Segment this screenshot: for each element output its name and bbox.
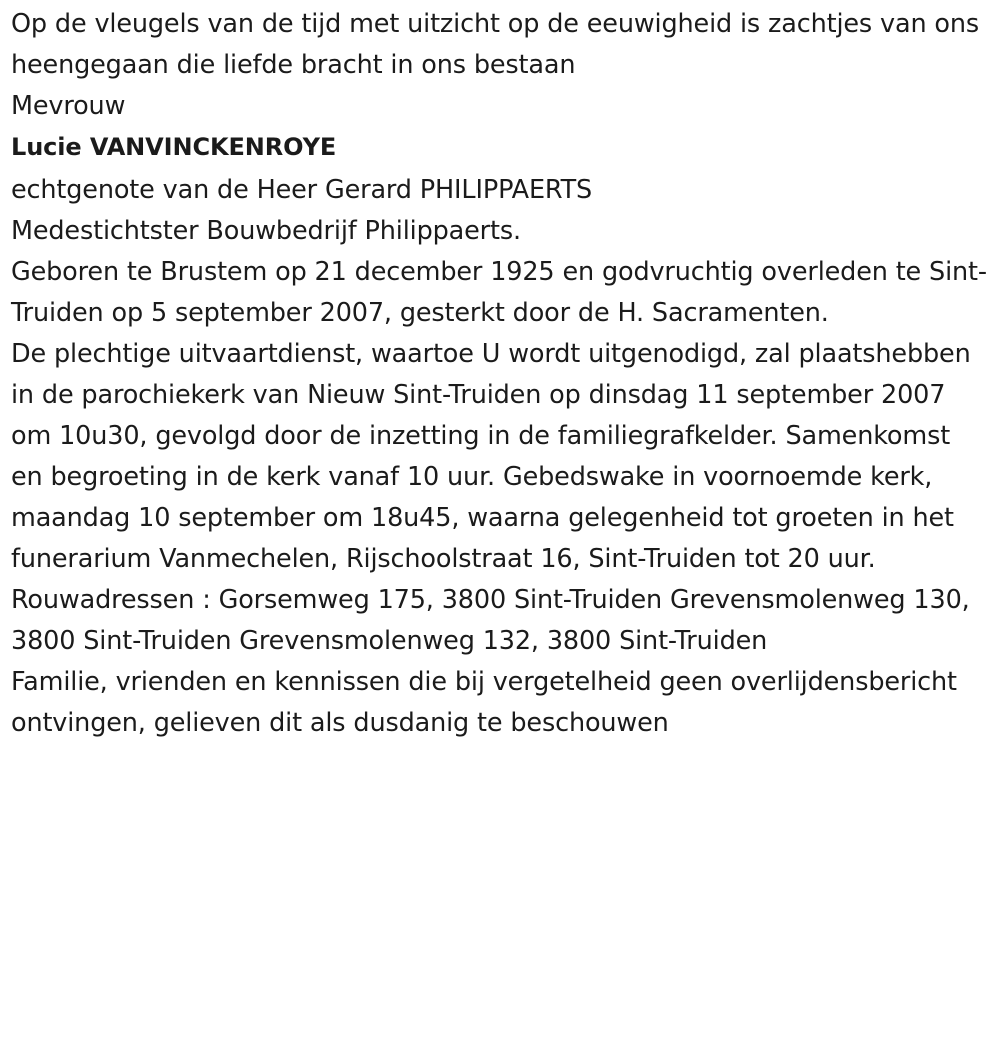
mourning-addresses: Rouwadressen : Gorsemweg 175, 3800 Sint-Truiden Grevensmolenweg 130, 3800 Sint-Truiden Grevensmolenweg 132, 3800 Sint-Truiden bbox=[11, 585, 978, 656]
spouse-line: echtgenote van de Heer Gerard PHILIPPAERTS bbox=[11, 175, 593, 205]
birth-death-line: Geboren te Brustem op 21 december 1925 en godvruchtig overleden te Sint-Truiden op 5 september 2007, gesterkt door de H. Sacramenten. bbox=[11, 257, 987, 328]
closing-notice: Familie, vrienden en kennissen die bij vergetelheid geen overlijdensbericht ontvingen, gelieven dit als dusdanig te beschouwen bbox=[11, 667, 965, 738]
salutation: Mevrouw bbox=[11, 91, 126, 121]
deceased-name: Lucie VANVINCKENROYE bbox=[11, 133, 337, 161]
role-line: Medestichtster Bouwbedrijf Philippaerts. bbox=[11, 216, 521, 246]
epitaph-verse: Op de vleugels van de tijd met uitzicht op de eeuwigheid is zachtjes van ons heengegaan die liefde bracht in ons bestaan bbox=[11, 9, 987, 80]
service-details: De plechtige uitvaartdienst, waartoe U wordt uitgenodigd, zal plaatshebben in de parochiekerk van Nieuw Sint-Truiden op dinsdag 11 september 2007 om 10u30, gevolgd door de inzetting in de familiegrafkelder. Samenkomst en begroeting in de kerk vanaf 10 uur. Gebedswake in voornoemde kerk, maandag 10 september om 18u45, waarna gelegenheid tot groeten in het funerarium Vanmechelen, Rijschoolstraat 16, Sint-Truiden tot 20 uur. bbox=[11, 339, 979, 574]
